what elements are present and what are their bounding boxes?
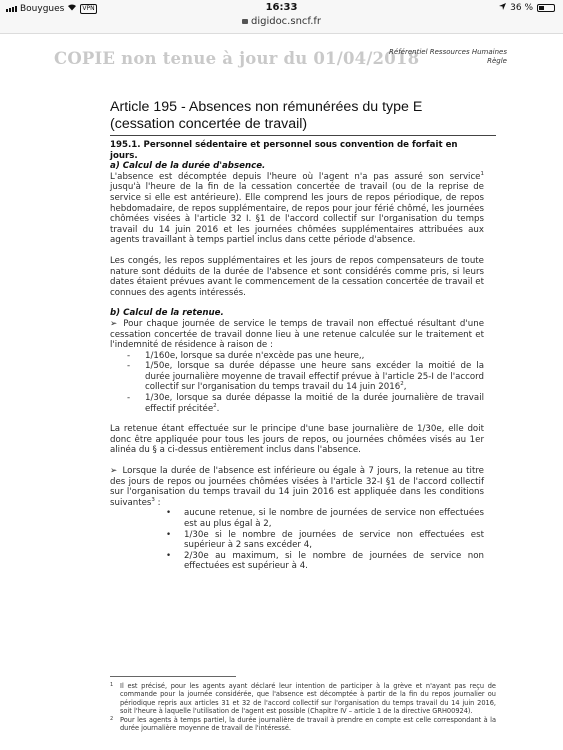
list-item-punct: .	[216, 403, 220, 414]
footnotes	[110, 682, 496, 732]
footnote	[110, 716, 496, 733]
paragraph-text: Pour chaque journée de service le temps de travail non effectué résultant d'une cessation concertée de travail donne lieu à une retenue calculée sur le traitement et l'indemnité de résidence à raison de :	[110, 318, 484, 351]
paragraph: La retenue étant effectuée sur le principe d'une base journalière de 1/30e, elle doit donc être appliquée pour tous les jours de repos, ou journées chômées visés au 1er alinéa du § a ci-dessus entièrement inclus dans l'absence.	[110, 424, 484, 456]
list-item-text: aucune retenue, si le nombre de journées de service non effectuées est au plus égal à 2,	[184, 508, 484, 529]
list-item	[127, 361, 484, 393]
list-item-punct: ,	[361, 350, 365, 361]
bullet-icon: •	[166, 508, 172, 519]
paragraph	[110, 466, 484, 508]
footnote	[110, 682, 496, 716]
battery-icon	[537, 4, 555, 12]
rate-list	[127, 351, 484, 415]
list-item-text: 2/30e au maximum, si le nombre de journées de service non effectuées est supérieur à 4.	[184, 550, 484, 572]
url-text: digidoc.sncf.fr	[250, 16, 322, 27]
list-item	[127, 351, 484, 362]
footnote-ref[interactable]: 3	[151, 496, 155, 503]
arrow-bullet-icon: ➢	[110, 318, 118, 329]
list-item-text: 1/30e, lorsque sa durée dépasse la moitié de la durée journalière de travail effectif précitée	[145, 393, 484, 414]
footnote-ref[interactable]: 2	[213, 402, 217, 409]
browser-chrome	[0, 0, 563, 34]
paragraph-text: Lorsque la durée de l'absence est inférieure ou égale à 7 jours, la retenue au titre des jours de repos ou journées chômées visées à l'article 32-I §1 de l'accord collectif sur l'organisation du temps travail du 14 juin 2016 est appliquée dans les conditions suivantes	[110, 466, 484, 508]
document-reference	[389, 48, 507, 66]
title-divider	[110, 135, 496, 136]
list-item-text: 1/160e, lorsque sa durée n'excède pas une heure,	[145, 350, 362, 361]
list-item	[166, 530, 484, 551]
footnote-number: 1	[110, 682, 114, 688]
location-icon	[499, 3, 506, 13]
footnote-number: 2	[110, 715, 114, 722]
status-bar-right	[499, 3, 555, 13]
status-time: 16:33	[265, 2, 298, 13]
watermark: COPIE non tenue à jour du 01/04/2018	[54, 49, 420, 68]
article-title: Article 195 - Absences non rémunérées du type E (cessation concertée de travail)	[110, 99, 423, 132]
reference-type: Règle	[487, 57, 507, 65]
footnote-divider	[110, 676, 236, 677]
bullet-icon: •	[166, 529, 172, 540]
bullet-icon: •	[166, 550, 172, 561]
footnote-text: Il est précisé, pour les agents ayant déclaré leur intention de participer à la grève et n'ayant pas reçu de commande pour la journée considérée, que l'absence est décomptée à partir de la fin du repos journalier ou périodique repris aux articles 31 et 32 de l'accord collectif sur l'organisation du temps travail du 14 juin 2016, soit l'heure à laquelle l'utilisation de l'agent est possible (Chapitre IV – article 1 de la directive GRH00924).	[120, 682, 496, 716]
arrow-bullet-icon: ➢	[110, 466, 118, 477]
paragraph: Les congés, les repos supplémentaires et les jours de repos compensateurs de toute nature sont déduits de la durée de l'absence et sont considérés comme pris, si leurs dates étaient prévues avant le commencement de la cessation concertée de travail et connues des agents intéressés.	[110, 255, 484, 298]
reference-line: Référentiel Ressources Humaines	[389, 48, 507, 56]
list-item	[127, 393, 484, 414]
footnote-ref[interactable]: 2	[400, 381, 404, 388]
paragraph-text: :	[154, 497, 161, 508]
url-bar[interactable]	[0, 16, 563, 27]
battery-percent: 36 %	[510, 3, 533, 13]
subheading-a: a) Calcul de la durée d'absence.	[110, 161, 266, 172]
list-item	[166, 508, 484, 529]
section-heading: 195.1. Personnel sédentaire et personnel sous convention de forfait en jours.	[110, 140, 458, 161]
list-item	[166, 551, 484, 572]
footnote-text: Pour les agents à temps partiel, la durée journalière de travail à prendre en compte est celle correspondant à la durée journalière moyenne de travail de l'intéressé.	[120, 715, 496, 733]
list-item-text: 1/30e si le nombre de journées de service non effectuées est supérieur à 2 sans excéder 4,	[184, 529, 484, 551]
bullet-list	[166, 508, 484, 572]
paragraph-text: jusqu'à l'heure de la fin de la cessation concertée de travail (ou de la reprise de service si elle est antérieure). Elle comprend les jours de repos périodique, de repos hebdomadaire, de repos supplémentaire, de repos pour jour férié chômé, les journées chômées visées à l'article 32 I. §1 de l'accord collectif sur l'organisation du temps travail du 14 juin 2016 et les journées chômées supplémentaires attribuées aux agents travaillant à temps partiel inclus dans cette période d'absence.	[110, 182, 484, 246]
paragraph-text: L'absence est décomptée depuis l'heure où l'agent n'a pas assuré son service	[110, 171, 481, 182]
carrier-name: Bouygues	[20, 3, 65, 14]
paragraph	[110, 319, 484, 351]
article-body	[110, 140, 484, 572]
vpn-badge: VPN	[82, 4, 95, 12]
paragraph	[110, 172, 484, 246]
document-page	[0, 35, 563, 750]
list-item-text: 1/50e, lorsque sa durée dépasse une heure sans excéder la moitié de la durée journalière moyenne de travail effectif prévue à l'article 25-I de l'accord collectif sur l'organisation du temps travail du 14 juin 2016	[145, 361, 484, 393]
subheading-b: b) Calcul de la retenue.	[110, 308, 224, 319]
list-item-punct: ,	[403, 382, 407, 393]
lock-icon	[242, 19, 248, 24]
footnote-ref[interactable]: 1	[480, 170, 484, 177]
